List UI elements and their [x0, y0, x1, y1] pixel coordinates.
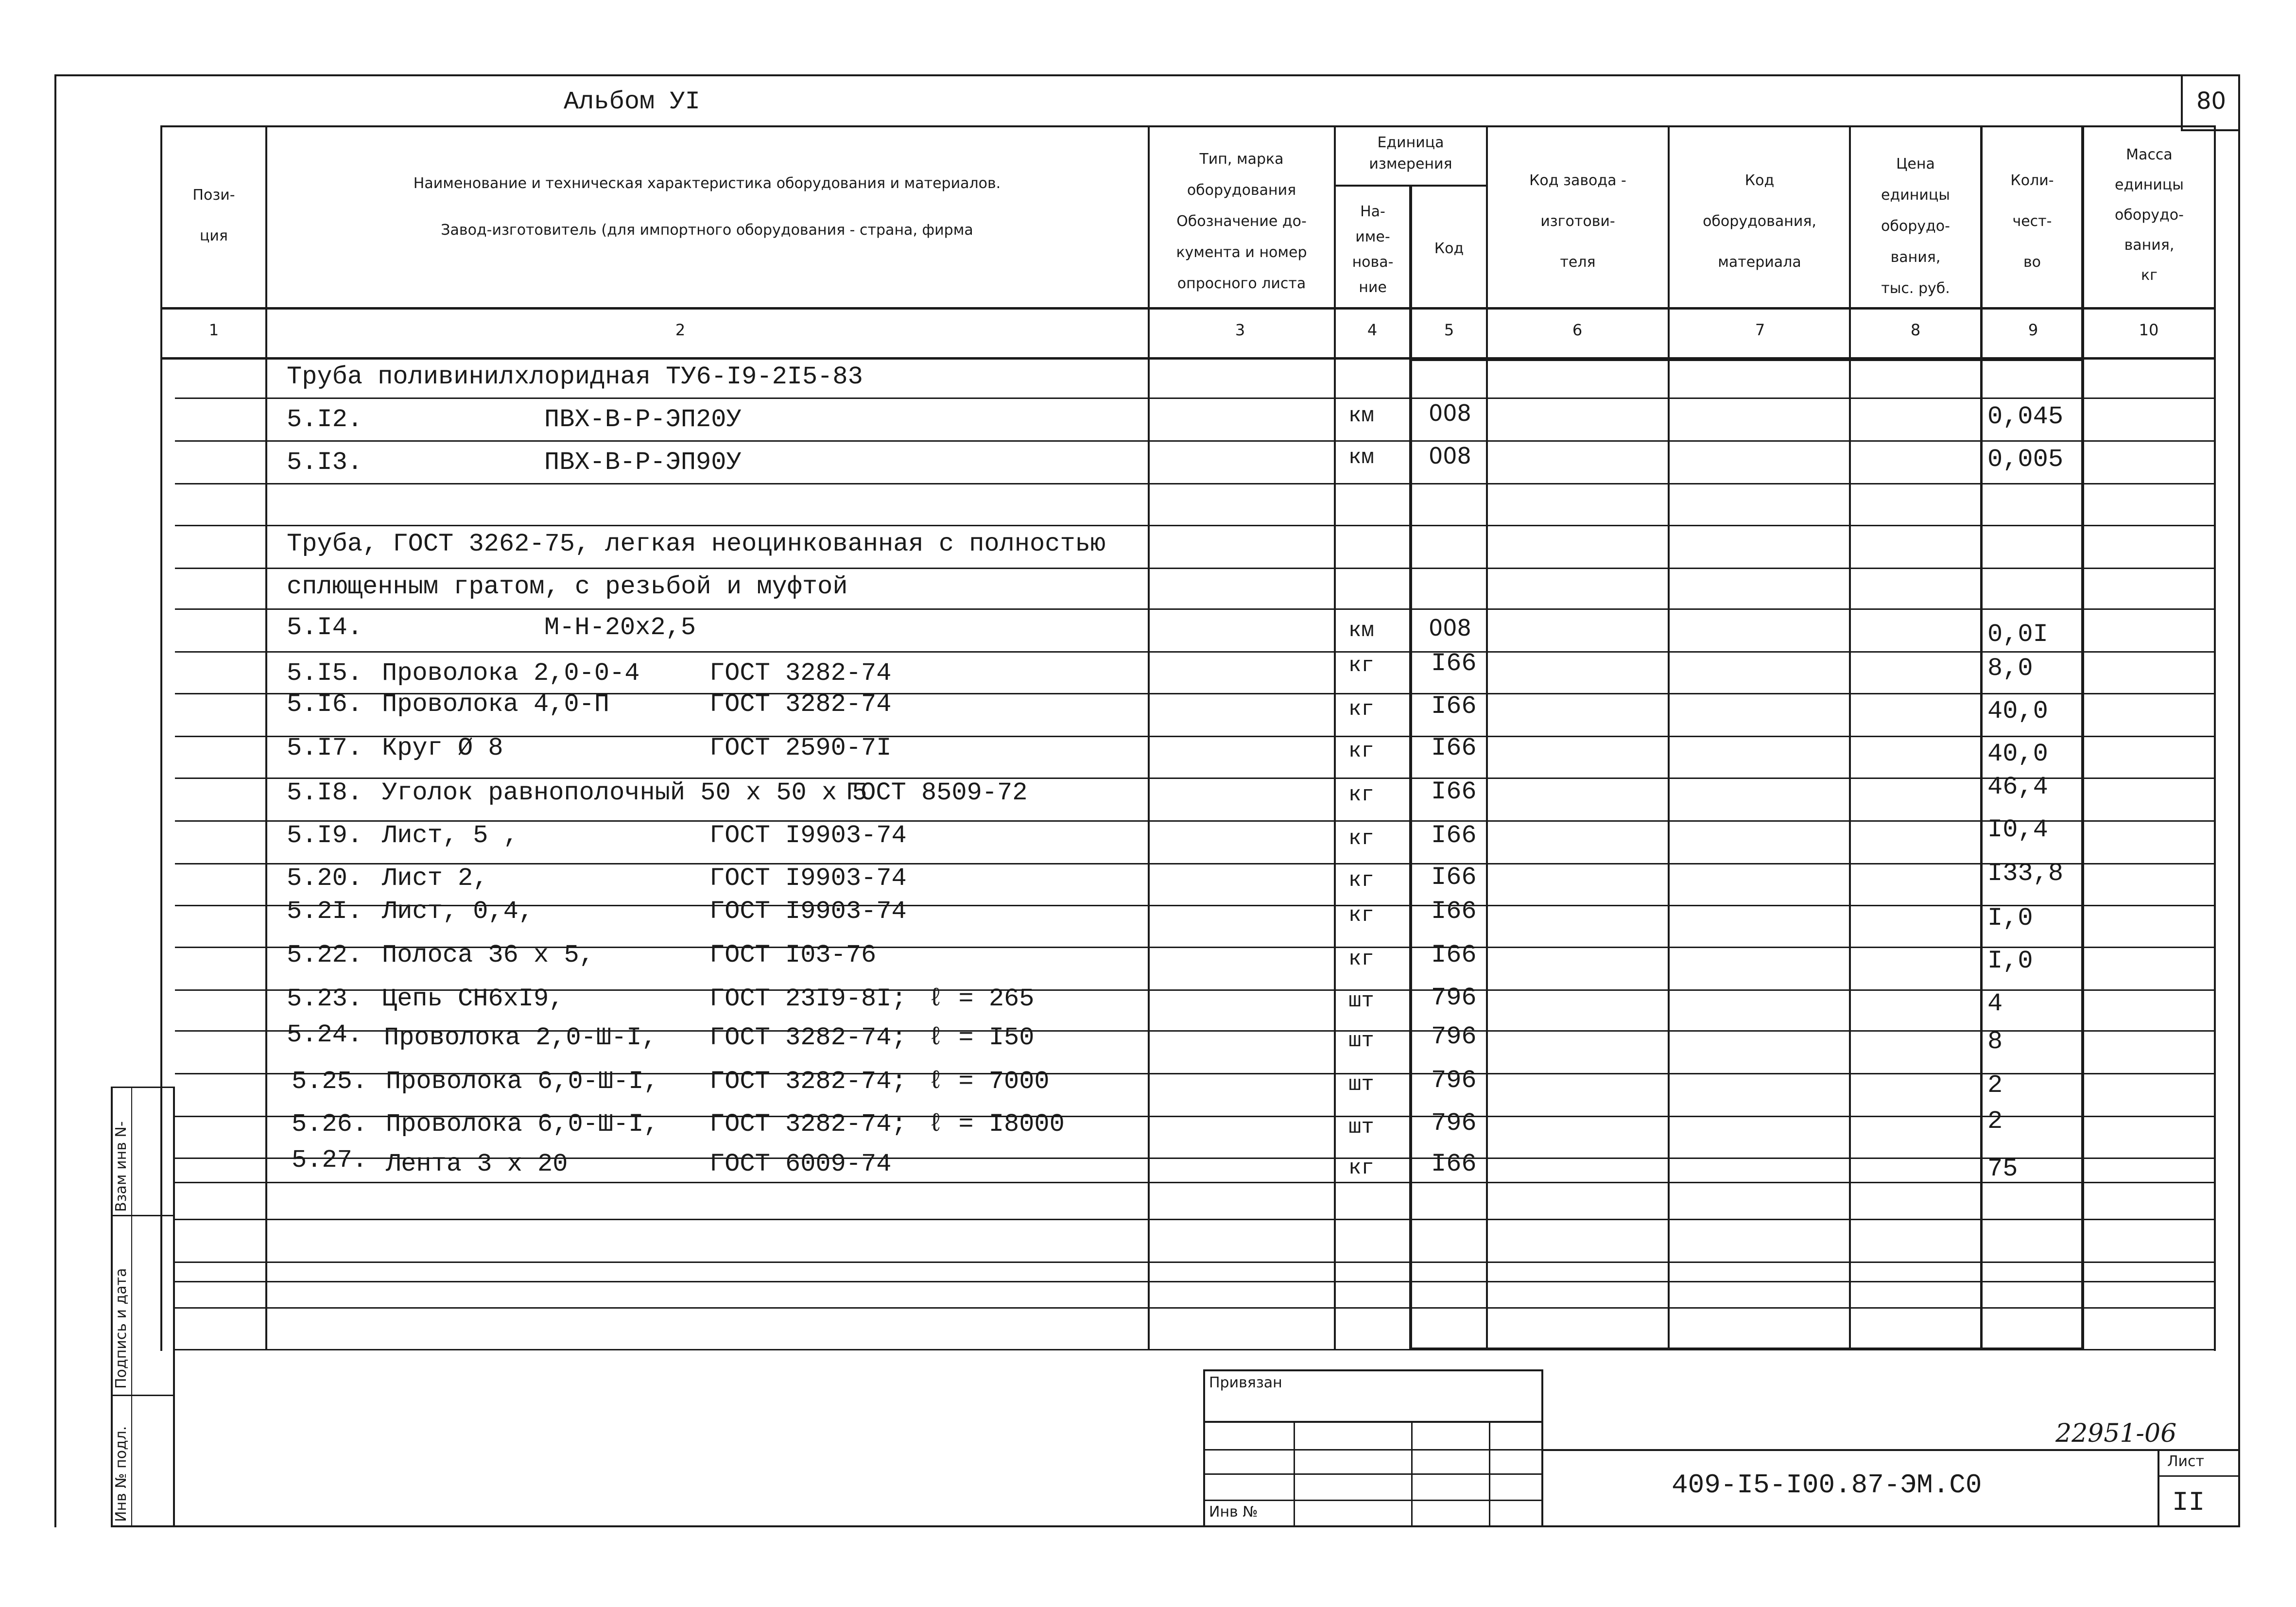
- row-name: Круг Ø 8: [382, 734, 503, 762]
- row-code: 796: [1431, 1109, 1477, 1138]
- row-name: Лист, 0,4,: [382, 897, 534, 926]
- col-number: 4: [1367, 321, 1378, 339]
- row-qty: 40,0: [1987, 697, 2048, 726]
- row-unit: кг: [1348, 868, 1374, 893]
- album-title: Альбом УI: [564, 87, 700, 116]
- col-number: 9: [2028, 321, 2038, 339]
- bold-box-top: [1409, 358, 2084, 361]
- row-position: 5.I6.: [287, 690, 363, 719]
- row-qty: 40,0: [1987, 740, 2048, 768]
- row-position: 5.25.: [292, 1067, 368, 1096]
- col-line-3: [1334, 125, 1336, 1350]
- header-bottom: [160, 307, 2216, 310]
- stamp-inv-no: Инв №: [1209, 1503, 1258, 1521]
- row-code: 796: [1431, 1022, 1477, 1051]
- row-line: [175, 483, 2216, 484]
- row-standard: ГОСТ 2590-7I: [709, 734, 892, 762]
- row-standard: ГОСТ I03-76: [709, 941, 877, 969]
- row-qty: 2: [1987, 1107, 2003, 1136]
- stamp-top: [1203, 1369, 1543, 1371]
- row-code: I66: [1431, 778, 1477, 806]
- col-number: 7: [1755, 321, 1765, 339]
- handwritten-number: 22951-06: [2055, 1419, 2177, 1448]
- row-standard: ГОСТ I9903-74: [709, 897, 907, 926]
- row-line: [175, 651, 2216, 653]
- side-label-podpis: Подпись и дата: [113, 1268, 130, 1389]
- stamp-right: [1541, 1369, 1543, 1527]
- side-strip-top: [111, 1087, 175, 1088]
- row-position: 5.20.: [287, 864, 363, 893]
- frame-top: [54, 74, 2240, 76]
- side-strip-divider: [111, 1395, 175, 1396]
- side-strip-divider: [111, 1215, 175, 1216]
- side-label-inv-podl: Инв № подл.: [113, 1426, 130, 1522]
- col-number: 3: [1235, 321, 1245, 339]
- row-code: I66: [1431, 897, 1477, 926]
- col-line-6: [1668, 125, 1670, 1350]
- row-line: [175, 1261, 2216, 1263]
- row-standard: ГОСТ I9903-74: [709, 864, 907, 893]
- row-unit: кг: [1348, 903, 1374, 928]
- row-name: М-Н-20х2,5: [544, 613, 696, 642]
- stamp-row: [1203, 1449, 1543, 1451]
- header-price: Цена единицы оборудо- вания, тыс. руб.: [1881, 156, 1950, 297]
- row-name: Проволока 4,0-П: [382, 690, 610, 719]
- row-qty: 2: [1987, 1071, 2003, 1100]
- stamp-row: [1203, 1473, 1543, 1475]
- row-title: Труба, ГОСТ 3262-75, легкая неоцинкованная с полностью: [287, 530, 1106, 558]
- row-line: [175, 1281, 2216, 1282]
- frame-right: [2238, 74, 2240, 1527]
- col-number: 6: [1572, 321, 1583, 339]
- col-line-5: [1486, 125, 1488, 1350]
- stamp-left: [1203, 1369, 1205, 1527]
- stamp-privyazan: Привязан: [1209, 1374, 1282, 1391]
- side-strip-bottom: [111, 1525, 175, 1527]
- page-number-box-bottom: [2181, 129, 2240, 131]
- row-length: ℓ = 7000: [928, 1067, 1050, 1096]
- row-unit: шт: [1348, 1029, 1374, 1053]
- row-unit: кг: [1348, 827, 1374, 851]
- row-standard: ГОСТ 23I9-8I;: [709, 985, 907, 1013]
- row-qty: I0,4: [1987, 815, 2048, 844]
- row-qty: I,0: [1987, 947, 2033, 975]
- header-unit: Единица измерения: [1369, 134, 1452, 173]
- sheet-box-left: [2158, 1449, 2159, 1526]
- stamp-row: [1203, 1500, 1543, 1501]
- row-unit: шт: [1348, 989, 1374, 1013]
- header-position: Пози- ция: [192, 187, 235, 244]
- row-code: 008: [1429, 400, 1471, 426]
- row-standard: ГОСТ 8509-72: [846, 778, 1028, 807]
- row-unit: км: [1348, 404, 1374, 428]
- header-mass: Масса единицы оборудо- вания, кг: [2115, 146, 2184, 284]
- header-equipment-code: Код оборудования, материала: [1703, 172, 1816, 271]
- row-line: [175, 440, 2216, 442]
- header-factory-code: Код завода - изготови- теля: [1529, 172, 1626, 271]
- document-code: 409-I5-I00.87-ЭМ.С0: [1672, 1469, 1982, 1501]
- row-code: 008: [1429, 443, 1471, 469]
- side-label-vzam: Взам инв N-: [113, 1121, 130, 1212]
- col-line-2: [1148, 125, 1150, 1350]
- row-unit: кг: [1348, 947, 1374, 971]
- header-name: Наименование и техническая характеристика оборудования и материалов.: [413, 175, 1001, 192]
- row-qty: 0,0I: [1987, 620, 2048, 649]
- row-standard: ГОСТ 3282-74;: [709, 1067, 907, 1096]
- row-qty: I,0: [1987, 904, 2033, 933]
- row-length: ℓ = I50: [928, 1023, 1035, 1052]
- unit-header-divider: [1334, 185, 1487, 187]
- header-manufacturer: Завод-изготовитель (для импортного оборудования - страна, фирма: [441, 222, 973, 239]
- row-position: 5.27.: [292, 1146, 368, 1175]
- row-unit: кг: [1348, 654, 1374, 678]
- row-qty: 0,045: [1987, 402, 2064, 431]
- col-line-7: [1849, 125, 1851, 1350]
- row-line: [175, 608, 2216, 610]
- col-line-1: [265, 125, 267, 1350]
- row-title: Труба поливинилхлоридная ТУ6-I9-2I5-83: [287, 363, 863, 391]
- inner-frame-bottom: [175, 1525, 2240, 1527]
- row-position: 5.24.: [287, 1020, 363, 1049]
- row-title: сплющенным гратом, с резьбой и муфтой: [287, 572, 848, 601]
- row-unit: кг: [1348, 739, 1374, 763]
- row-unit: шт: [1348, 1072, 1374, 1097]
- row-line: [175, 525, 2216, 526]
- stamp-col: [1411, 1421, 1413, 1525]
- header-unit-name: На- име- нова- ние: [1352, 203, 1394, 296]
- col-line-8: [1980, 125, 1983, 1350]
- row-line: [175, 397, 2216, 399]
- row-qty: 0,005: [1987, 445, 2064, 474]
- sheet-number: II: [2172, 1487, 2205, 1518]
- table-top: [160, 125, 2216, 127]
- row-name: Проволока 6,0-Ш-I,: [386, 1110, 659, 1139]
- header-quantity: Коли- чест- во: [2010, 172, 2054, 271]
- side-strip-mid: [131, 1087, 132, 1527]
- row-position: 5.23.: [287, 985, 363, 1013]
- row-standard: ГОСТ 3282-74: [709, 690, 892, 719]
- col-line-9: [2081, 125, 2084, 1350]
- row-line: [175, 1307, 2216, 1309]
- row-code: I66: [1431, 863, 1477, 892]
- row-line: [175, 1349, 2216, 1350]
- row-standard: ГОСТ 3282-74: [709, 659, 892, 688]
- row-unit: кг: [1348, 783, 1374, 807]
- row-position: 5.I5.: [287, 659, 363, 688]
- row-code: 796: [1431, 1066, 1477, 1095]
- row-name: Лист, 5 ,: [382, 821, 518, 850]
- stamp-row: [1203, 1421, 1543, 1423]
- row-line: [175, 1182, 2216, 1183]
- page-number-box-left: [2181, 74, 2183, 130]
- row-unit: км: [1348, 619, 1374, 643]
- stamp-col: [1294, 1421, 1295, 1525]
- row-standard: ГОСТ I9903-74: [709, 821, 907, 850]
- title-block-top: [1543, 1449, 2240, 1451]
- frame-left: [54, 74, 56, 1527]
- row-position: 5.2I.: [287, 897, 363, 926]
- row-name: Проволока 2,0-0-4: [382, 659, 640, 688]
- row-name: Проволока 6,0-Ш-I,: [386, 1067, 659, 1096]
- row-name: Лист 2,: [382, 864, 488, 893]
- row-code: I66: [1431, 821, 1477, 850]
- row-standard: ГОСТ 3282-74;: [709, 1110, 907, 1139]
- row-code: I66: [1431, 649, 1477, 678]
- row-line: [175, 568, 2216, 569]
- col-number: 1: [208, 321, 219, 339]
- col-number: 8: [1910, 321, 1921, 339]
- row-name: ПВХ-В-Р-ЭП20У: [544, 405, 742, 434]
- row-name: Лента 3 х 20: [386, 1150, 568, 1178]
- row-qty: 75: [1987, 1155, 2018, 1183]
- header-type-mark: Тип, марка оборудования Обозначение до- кумента и номер опросного листа: [1176, 151, 1307, 292]
- col-number: 5: [1444, 321, 1454, 339]
- col-number: 2: [675, 321, 686, 339]
- sheet-box-divider: [2158, 1475, 2240, 1477]
- stamp-col: [1489, 1421, 1490, 1525]
- row-name: Проволока 2,0-Ш-I,: [384, 1023, 657, 1052]
- row-qty: I33,8: [1987, 859, 2064, 888]
- row-name: Цепь СН6хI9,: [382, 985, 564, 1013]
- row-code: I66: [1431, 734, 1477, 762]
- row-unit: кг: [1348, 1156, 1374, 1180]
- row-position: 5.I8.: [287, 778, 363, 807]
- row-name: Полоса 36 х 5,: [382, 941, 594, 969]
- row-qty: 4: [1987, 989, 2003, 1018]
- row-standard: ГОСТ 6009-74: [709, 1150, 892, 1178]
- row-name: Уголок равнополочный 50 х 50 х 5: [382, 778, 867, 807]
- page-number: 80: [2196, 87, 2227, 115]
- side-strip-right: [173, 1087, 175, 1527]
- row-position: 5.I4.: [287, 613, 363, 642]
- row-qty: 8: [1987, 1027, 2003, 1056]
- row-code: I66: [1431, 692, 1477, 721]
- row-unit: кг: [1348, 697, 1374, 722]
- row-name: ПВХ-В-Р-ЭП90У: [544, 448, 742, 477]
- row-length: ℓ = I8000: [928, 1110, 1065, 1139]
- row-position: 5.22.: [287, 941, 363, 969]
- row-length: ℓ = 265: [928, 985, 1035, 1013]
- row-unit: км: [1348, 446, 1374, 470]
- row-line: [175, 1219, 2216, 1220]
- row-position: 5.I2.: [287, 405, 363, 434]
- row-position: 5.I9.: [287, 821, 363, 850]
- row-qty: 8,0: [1987, 654, 2033, 683]
- row-qty: 46,4: [1987, 773, 2048, 801]
- row-standard: ГОСТ 3282-74;: [709, 1023, 907, 1052]
- sheet-label: Лист: [2167, 1453, 2205, 1470]
- row-code: 008: [1429, 615, 1471, 641]
- row-position: 5.I3.: [287, 448, 363, 477]
- row-position: 5.I7.: [287, 734, 363, 762]
- row-unit: шт: [1348, 1115, 1374, 1140]
- row-position: 5.26.: [292, 1110, 368, 1139]
- col-number: 10: [2139, 321, 2159, 339]
- header-unit-code: Код: [1434, 240, 1464, 257]
- row-code: I66: [1431, 941, 1477, 969]
- row-code: 796: [1431, 984, 1477, 1012]
- row-code: I66: [1431, 1150, 1477, 1178]
